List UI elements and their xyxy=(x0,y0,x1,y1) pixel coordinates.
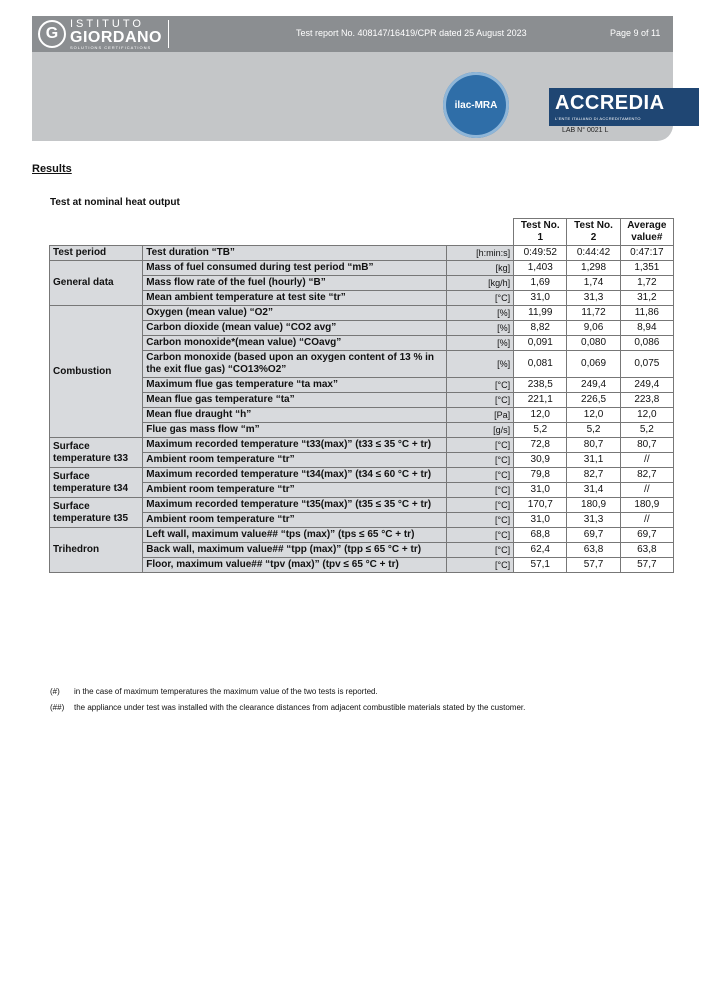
parameter-cell: Maximum recorded temperature “t34(max)” (t34 ≤ 60 °C + tr) xyxy=(143,468,446,483)
average-value-cell: 0:47:17 xyxy=(620,246,673,261)
unit-cell: [°C] xyxy=(446,453,514,468)
table-row xyxy=(50,438,674,453)
category-cell: Surface temperature t33 xyxy=(50,438,143,468)
test2-value-cell: 0,080 xyxy=(567,336,620,351)
test2-value-cell: 31,3 xyxy=(567,513,620,528)
parameter-cell: Carbon monoxide*(mean value) “COavg” xyxy=(143,336,446,351)
test1-value-cell: 0,091 xyxy=(514,336,567,351)
table-row xyxy=(50,528,674,543)
average-value-cell: 1,72 xyxy=(620,276,673,291)
table-row xyxy=(50,246,674,261)
test1-value-cell: 1,69 xyxy=(514,276,567,291)
unit-cell: [%] xyxy=(446,336,514,351)
results-table xyxy=(49,218,674,573)
parameter-cell: Mean flue draught “h” xyxy=(143,408,446,423)
table-row xyxy=(50,393,674,408)
table-row xyxy=(50,261,674,276)
unit-cell: [°C] xyxy=(446,378,514,393)
accredia-text: ACCREDIA xyxy=(555,92,665,114)
footnote xyxy=(50,700,525,716)
parameter-cell: Floor, maximum value## “tpv (max)” (tpv ≤ 65 °C + tr) xyxy=(143,558,446,573)
test2-value-cell: 11,72 xyxy=(567,306,620,321)
table-row xyxy=(50,408,674,423)
table-row xyxy=(50,423,674,438)
average-value-cell: 5,2 xyxy=(620,423,673,438)
average-value-cell: 223,8 xyxy=(620,393,673,408)
unit-cell: [g/s] xyxy=(446,423,514,438)
unit-cell: [Pa] xyxy=(446,408,514,423)
table-row xyxy=(50,468,674,483)
test1-value-cell: 238,5 xyxy=(514,378,567,393)
test1-value-cell: 1,403 xyxy=(514,261,567,276)
category-cell: Combustion xyxy=(50,306,143,438)
table-row xyxy=(50,351,674,378)
table-row xyxy=(50,543,674,558)
category-cell: Trihedron xyxy=(50,528,143,573)
test2-value-cell: 57,7 xyxy=(567,558,620,573)
table-row xyxy=(50,306,674,321)
average-value-cell: 63,8 xyxy=(620,543,673,558)
istituto-giordano-logo xyxy=(38,18,169,50)
report-header xyxy=(32,16,673,141)
test2-value-cell: 80,7 xyxy=(567,438,620,453)
test2-value-cell: 31,3 xyxy=(567,291,620,306)
logo-g-icon: G xyxy=(38,20,66,48)
footnote-mark: (##) xyxy=(50,703,65,712)
test1-value-cell: 62,4 xyxy=(514,543,567,558)
test1-value-cell: 8,82 xyxy=(514,321,567,336)
table-header-row xyxy=(50,219,674,246)
parameter-cell: Mass of fuel consumed during test period “mB” xyxy=(143,261,446,276)
unit-cell: [°C] xyxy=(446,291,514,306)
unit-cell: [°C] xyxy=(446,393,514,408)
header-blank xyxy=(50,219,514,246)
test1-value-cell: 57,1 xyxy=(514,558,567,573)
test1-value-cell: 0:49:52 xyxy=(514,246,567,261)
footnote-text: in the case of maximum temperatures the maximum value of the two tests is reported. xyxy=(74,687,378,696)
logo-name-text: GIORDANO xyxy=(70,28,162,46)
test1-value-cell: 11,99 xyxy=(514,306,567,321)
col-test1-header: Test No. 1 xyxy=(514,219,567,246)
table-row xyxy=(50,483,674,498)
average-value-cell: 82,7 xyxy=(620,468,673,483)
test2-value-cell: 82,7 xyxy=(567,468,620,483)
average-value-cell: 249,4 xyxy=(620,378,673,393)
parameter-cell: Test duration “TB” xyxy=(143,246,446,261)
header-bar xyxy=(32,16,673,52)
test2-value-cell: 0:44:42 xyxy=(567,246,620,261)
unit-cell: [°C] xyxy=(446,438,514,453)
average-value-cell: 31,2 xyxy=(620,291,673,306)
test2-value-cell: 31,4 xyxy=(567,483,620,498)
footnote-text: the appliance under test was installed with the clearance distances from adjacent combustible materials stated by the customer. xyxy=(74,703,526,712)
logo-separator xyxy=(168,20,169,48)
parameter-cell: Back wall, maximum value## “tpp (max)” (tpp ≤ 65 °C + tr) xyxy=(143,543,446,558)
test2-value-cell: 0,069 xyxy=(567,351,620,378)
parameter-cell: Carbon dioxide (mean value) “CO2 avg” xyxy=(143,321,446,336)
test2-value-cell: 12,0 xyxy=(567,408,620,423)
test1-value-cell: 30,9 xyxy=(514,453,567,468)
parameter-cell: Left wall, maximum value## “tps (max)” (tps ≤ 65 °C + tr) xyxy=(143,528,446,543)
parameter-cell: Mean flue gas temperature “ta” xyxy=(143,393,446,408)
table-row xyxy=(50,291,674,306)
ilac-text: ilac-MRA xyxy=(454,99,498,111)
parameter-cell: Mass flow rate of the fuel (hourly) “B” xyxy=(143,276,446,291)
average-value-cell: 8,94 xyxy=(620,321,673,336)
test2-value-cell: 31,1 xyxy=(567,453,620,468)
average-value-cell: // xyxy=(620,513,673,528)
average-value-cell: 57,7 xyxy=(620,558,673,573)
parameter-cell: Mean ambient temperature at test site “tr” xyxy=(143,291,446,306)
test2-value-cell: 63,8 xyxy=(567,543,620,558)
test1-value-cell: 170,7 xyxy=(514,498,567,513)
unit-cell: [°C] xyxy=(446,558,514,573)
parameter-cell: Ambient room temperature “tr” xyxy=(143,483,446,498)
unit-cell: [%] xyxy=(446,306,514,321)
test2-value-cell: 69,7 xyxy=(567,528,620,543)
test2-value-cell: 226,5 xyxy=(567,393,620,408)
test2-value-cell: 180,9 xyxy=(567,498,620,513)
test1-value-cell: 31,0 xyxy=(514,291,567,306)
table-row xyxy=(50,378,674,393)
test1-value-cell: 79,8 xyxy=(514,468,567,483)
table-row xyxy=(50,336,674,351)
table-row xyxy=(50,498,674,513)
unit-cell: [°C] xyxy=(446,543,514,558)
logo-sub-text: SOLUTIONS CERTIFICATIONS xyxy=(70,44,152,50)
average-value-cell: 0,086 xyxy=(620,336,673,351)
parameter-cell: Maximum recorded temperature “t33(max)” (t33 ≤ 35 °C + tr) xyxy=(143,438,446,453)
accredia-sub-text: L'ENTE ITALIANO DI ACCREDITAMENTO xyxy=(555,116,641,121)
unit-cell: [kg/h] xyxy=(446,276,514,291)
test1-value-cell: 221,1 xyxy=(514,393,567,408)
footnote-mark: (#) xyxy=(50,687,60,696)
parameter-cell: Flue gas mass flow “m” xyxy=(143,423,446,438)
test1-value-cell: 31,0 xyxy=(514,483,567,498)
average-value-cell: 69,7 xyxy=(620,528,673,543)
unit-cell: [h:min:s] xyxy=(446,246,514,261)
table-row xyxy=(50,453,674,468)
average-value-cell: 80,7 xyxy=(620,438,673,453)
unit-cell: [°C] xyxy=(446,468,514,483)
unit-cell: [%] xyxy=(446,321,514,336)
average-value-cell: 1,351 xyxy=(620,261,673,276)
table-row xyxy=(50,513,674,528)
table-row xyxy=(50,321,674,336)
test2-value-cell: 249,4 xyxy=(567,378,620,393)
lab-number: LAB N° 0021 L xyxy=(562,127,609,134)
test2-value-cell: 5,2 xyxy=(567,423,620,438)
average-value-cell: 11,86 xyxy=(620,306,673,321)
col-test2-header: Test No. 2 xyxy=(567,219,620,246)
unit-cell: [°C] xyxy=(446,528,514,543)
average-value-cell: 180,9 xyxy=(620,498,673,513)
parameter-cell: Ambient room temperature “tr” xyxy=(143,513,446,528)
logo-top-text: ISTITUTO xyxy=(70,17,144,30)
category-cell: General data xyxy=(50,261,143,306)
test2-value-cell: 1,74 xyxy=(567,276,620,291)
test1-value-cell: 31,0 xyxy=(514,513,567,528)
unit-cell: [°C] xyxy=(446,498,514,513)
table-row xyxy=(50,558,674,573)
table-row xyxy=(50,276,674,291)
parameter-cell: Maximum recorded temperature “t35(max)” (t35 ≤ 35 °C + tr) xyxy=(143,498,446,513)
test1-value-cell: 68,8 xyxy=(514,528,567,543)
category-cell: Surface temperature t35 xyxy=(50,498,143,528)
unit-cell: [°C] xyxy=(446,513,514,528)
parameter-cell: Oxygen (mean value) “O2” xyxy=(143,306,446,321)
category-cell: Surface temperature t34 xyxy=(50,468,143,498)
average-value-cell: 12,0 xyxy=(620,408,673,423)
category-cell: Test period xyxy=(50,246,143,261)
test2-value-cell: 9,06 xyxy=(567,321,620,336)
col-avg-header: Average value# xyxy=(620,219,673,246)
test1-value-cell: 0,081 xyxy=(514,351,567,378)
unit-cell: [%] xyxy=(446,351,514,378)
average-value-cell: 0,075 xyxy=(620,351,673,378)
parameter-cell: Ambient room temperature “tr” xyxy=(143,453,446,468)
results-heading: Results xyxy=(32,163,72,175)
page-number: Page 9 of 11 xyxy=(610,28,661,38)
average-value-cell: // xyxy=(620,453,673,468)
test1-value-cell: 72,8 xyxy=(514,438,567,453)
average-value-cell: // xyxy=(620,483,673,498)
report-title: Test report No. 408147/16419/CPR dated 25 August 2023 xyxy=(296,28,527,38)
parameter-cell: Maximum flue gas temperature “ta max” xyxy=(143,378,446,393)
unit-cell: [°C] xyxy=(446,483,514,498)
footnotes xyxy=(50,684,525,716)
test1-value-cell: 5,2 xyxy=(514,423,567,438)
test1-value-cell: 12,0 xyxy=(514,408,567,423)
test2-value-cell: 1,298 xyxy=(567,261,620,276)
parameter-cell: Carbon monoxide (based upon an oxygen content of 13 % in the exit flue gas) “CO13%O2” xyxy=(143,351,446,378)
footnote xyxy=(50,684,525,700)
unit-cell: [kg] xyxy=(446,261,514,276)
ilac-mra-logo xyxy=(443,72,509,138)
section-title: Test at nominal heat output xyxy=(50,197,180,208)
accredia-logo xyxy=(549,88,699,126)
